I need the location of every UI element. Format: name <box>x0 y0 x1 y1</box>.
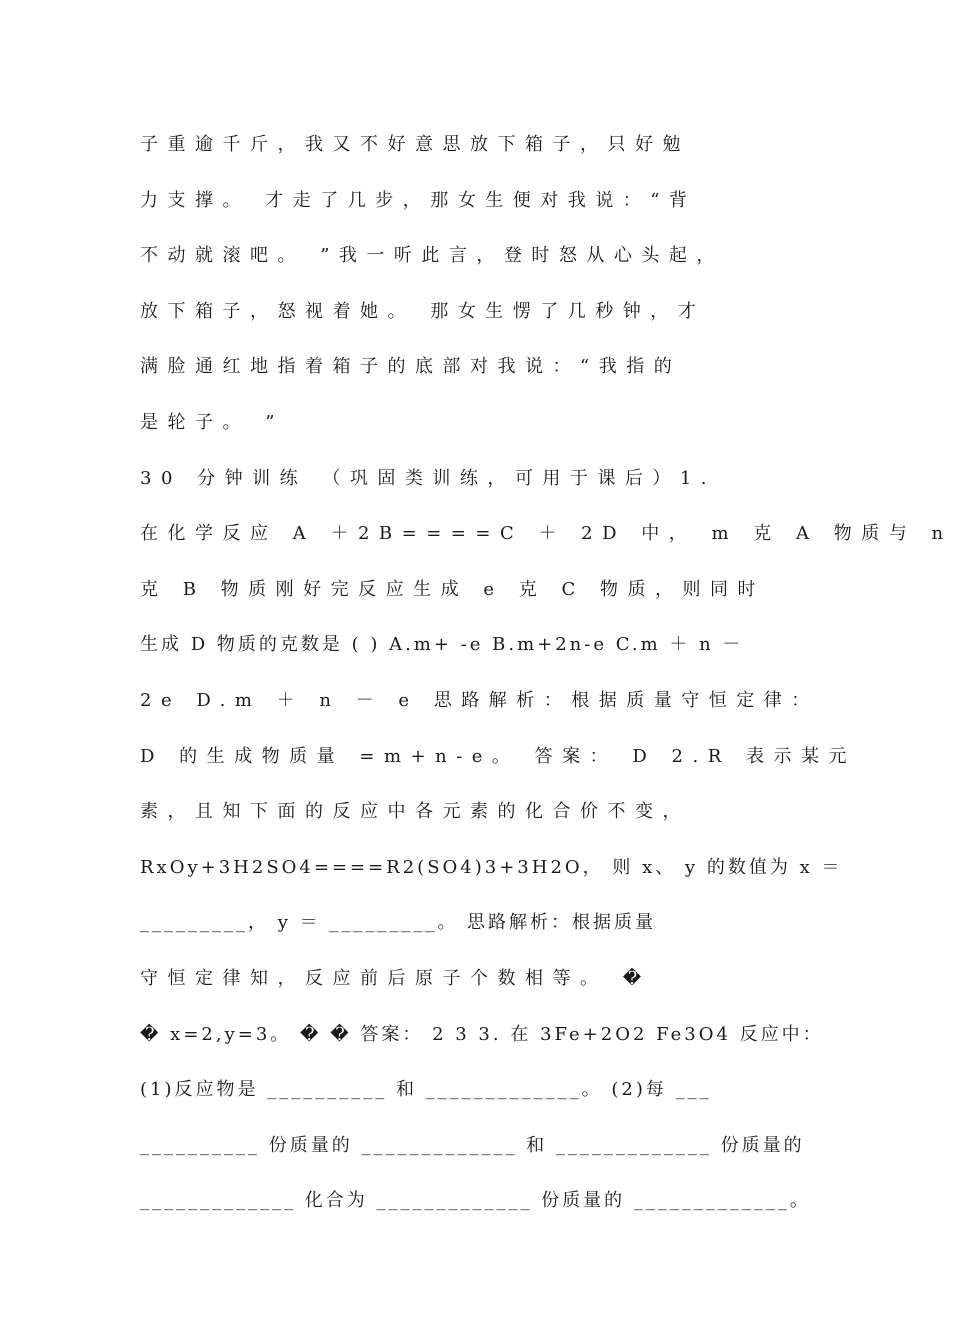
text-line: 是轮子。 ” <box>140 412 284 433</box>
text-line: 30 分钟训练 （巩固类训练，可用于课后）1. <box>140 468 717 489</box>
text-line: 满脸通红地指着箱子的底部对我说：“我指的 <box>140 356 682 377</box>
text-line: 放下箱子，怒视着她。 那女生愣了几秒钟，才 <box>140 301 706 322</box>
text-line: 生成 D 物质的克数是 ( ) A.m+ -e B.m+2n-e C.m ＋ n － <box>140 634 744 655</box>
text-line: 素，且知下面的反应中各元素的化合价不变， <box>140 801 690 822</box>
text-line: 克 B 物质刚好完反应生成 e 克 C 物质，则同时 <box>140 579 765 600</box>
text-line: 2e D.m ＋ n － e 思路解析：根据质量守恒定律： <box>140 690 819 711</box>
text-line: _________， y ＝ _________。 思路解析：根据质量 <box>140 912 657 933</box>
text-line: RxOy+3H2SO4====R2(SO4)3+3H2O， 则 x、 y 的数值为 x ＝ <box>140 857 843 878</box>
text-line: 在化学反应 A ＋2B====C ＋ 2D 中， m 克 A 物质与 n <box>140 523 953 544</box>
text-line: 子重逾千斤，我又不好意思放下箱子，只好勉 <box>140 134 690 155</box>
text-line: � x=2,y=3。 � � 答案： 2 3 3. 在 3Fe+2O2 Fe3O4 反应中： <box>140 1024 824 1045</box>
text-line: __________ 份质量的 _____________ 和 _____________ 份质量的 <box>140 1135 805 1156</box>
text-line: 守恒定律知，反应前后原子个数相等。 � <box>140 968 651 989</box>
text-line: 不动就滚吧。 ”我一听此言，登时怒从心头起， <box>140 245 724 266</box>
text-line: D 的生成物质量 =m+n-e。 答案： D 2.R 表示某元 <box>140 746 856 767</box>
text-line: (1)反应物是 __________ 和 _____________。 (2)每 ___ <box>140 1079 712 1100</box>
text-line: 力支撑。 才走了几步，那女生便对我说：“背 <box>140 190 697 211</box>
text-line: _____________ 化合为 _____________ 份质量的 _____________。 <box>140 1190 811 1211</box>
